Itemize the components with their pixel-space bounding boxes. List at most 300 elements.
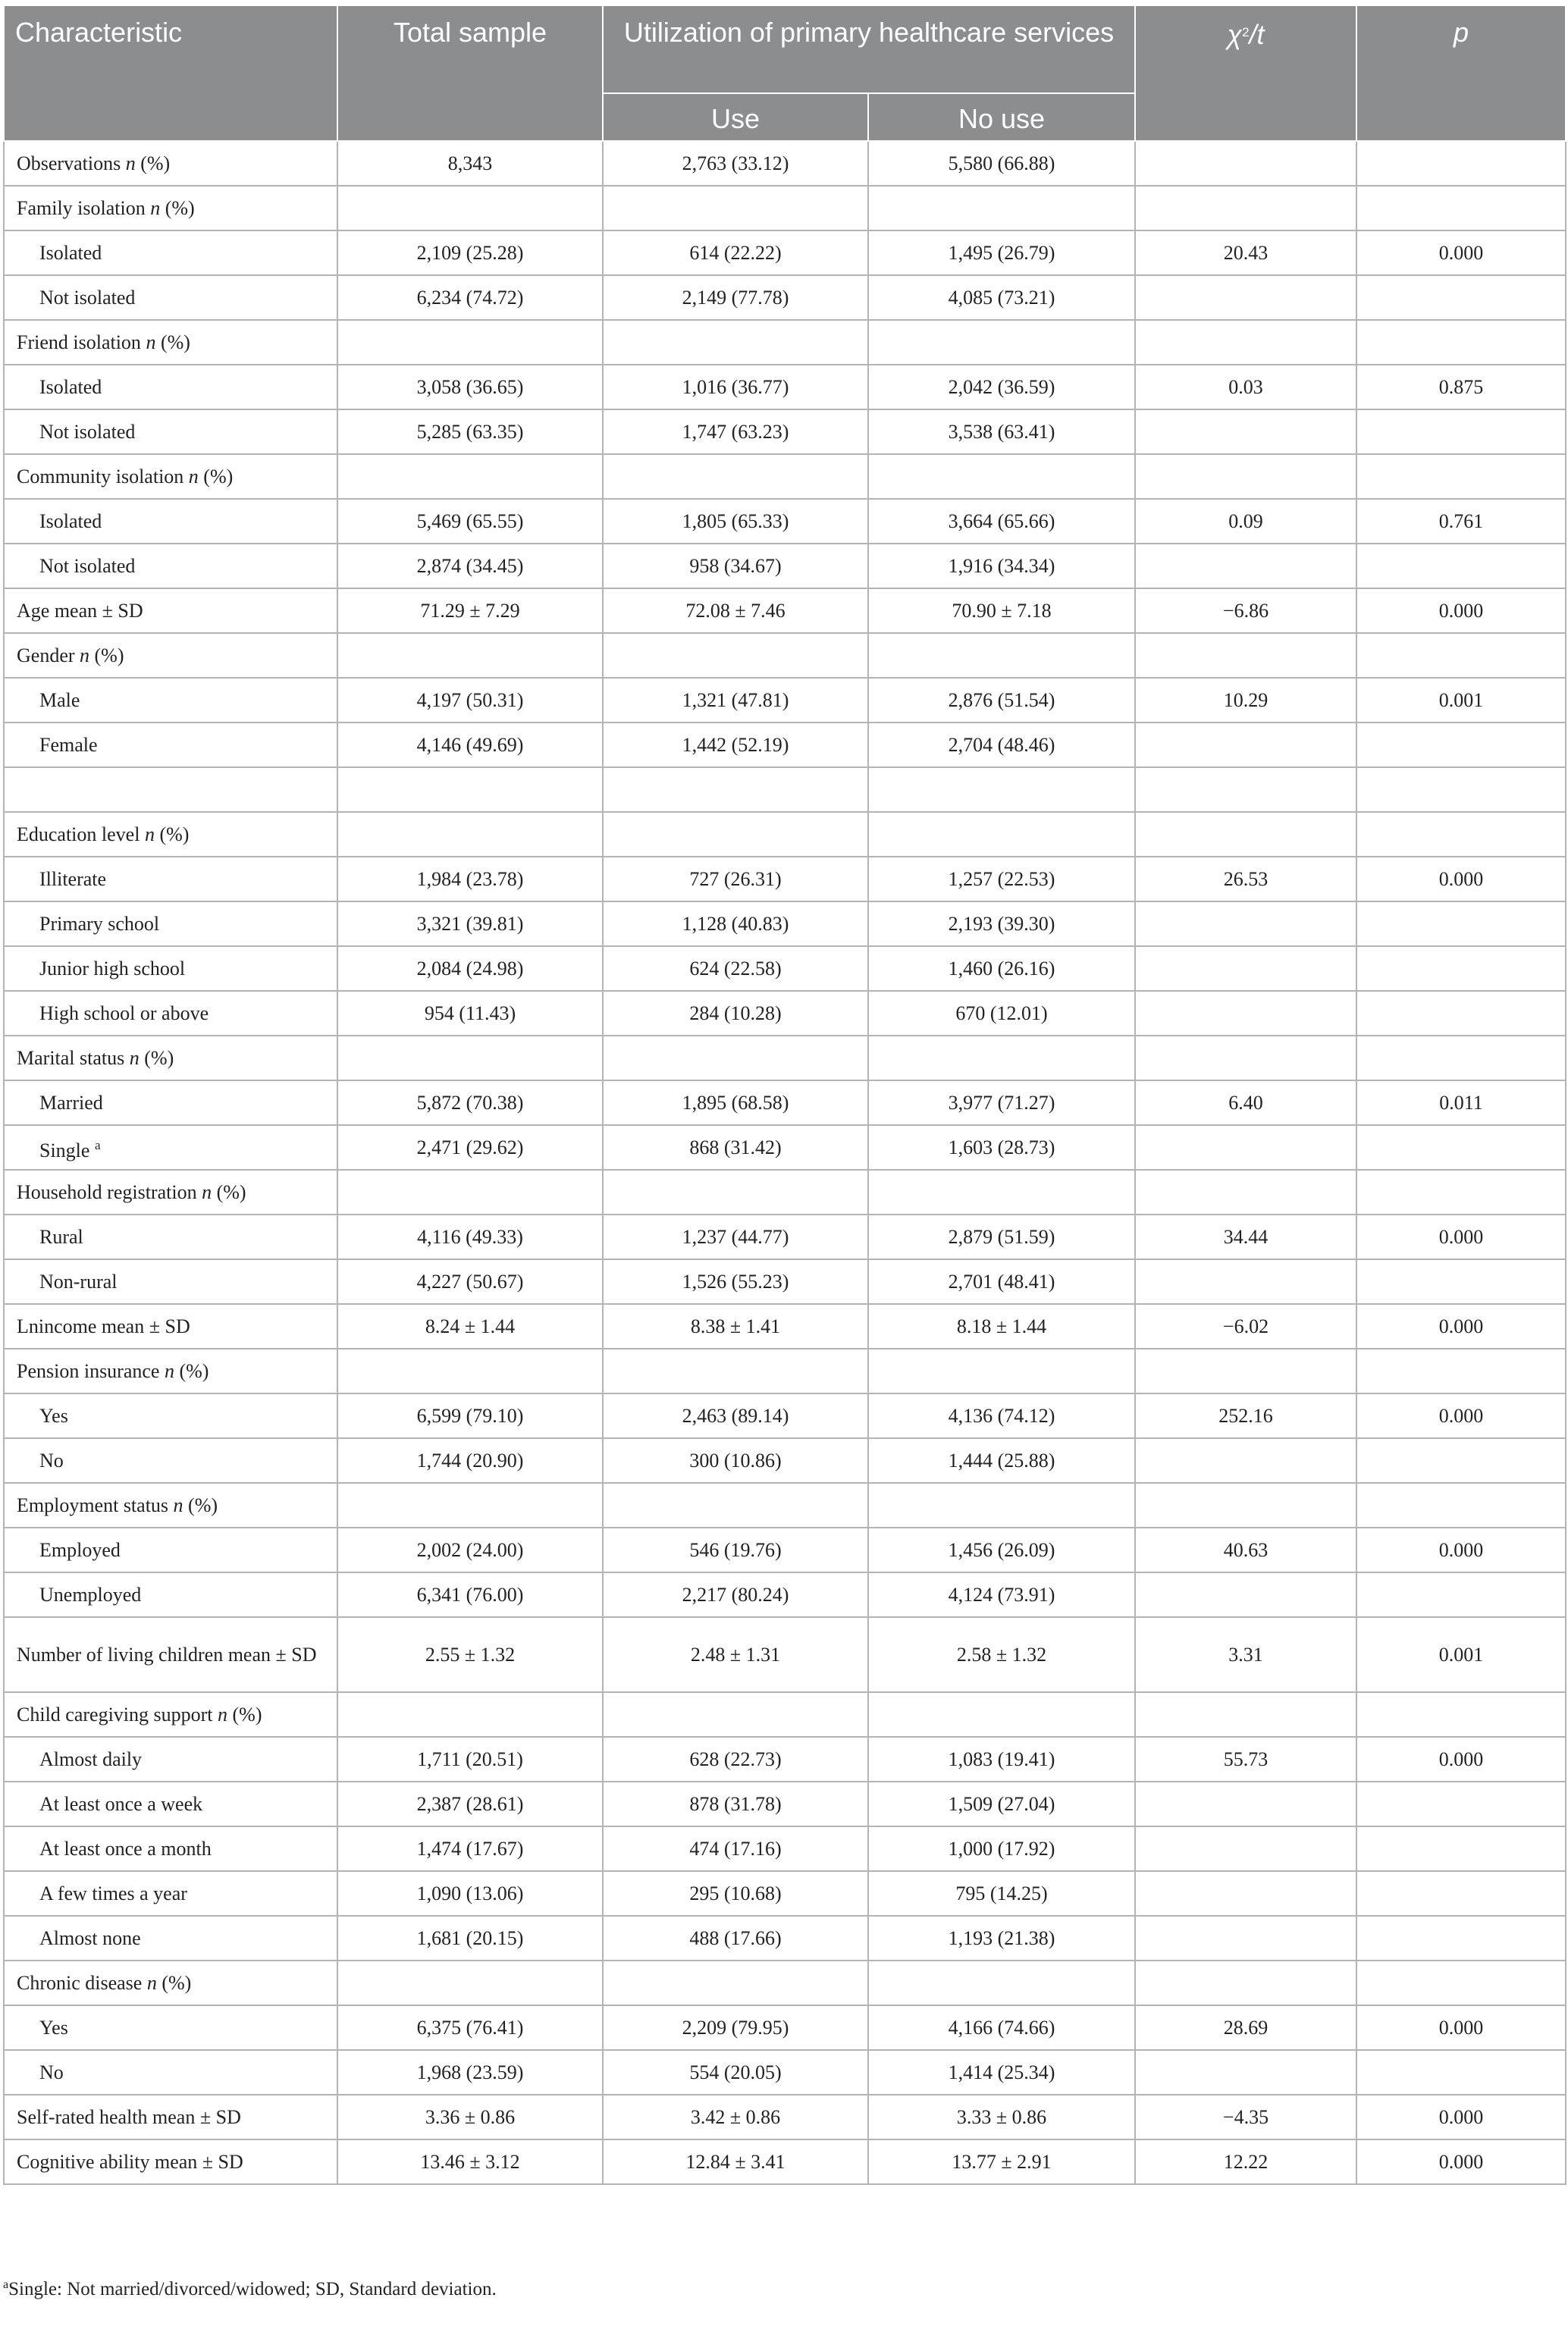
cell-stat: 40.63: [1135, 1528, 1356, 1572]
cell-total-sample: 6,341 (76.00): [337, 1572, 603, 1617]
cell-p: [1356, 320, 1566, 365]
row-label-text: Child caregiving support: [17, 1704, 213, 1726]
cell-p: [1356, 1170, 1566, 1215]
cell-p: 0.000: [1356, 2005, 1566, 2050]
row-label-text: Primary school: [39, 913, 160, 935]
cell-p: [1356, 2050, 1566, 2095]
cell-stat: −6.86: [1135, 588, 1356, 633]
cell-p: [1356, 1692, 1566, 1737]
header-stat-symbol: χ: [1227, 19, 1243, 50]
cell-use: [603, 1036, 868, 1080]
cell-use: [603, 633, 868, 678]
cell-no-use: 1,000 (17.92): [868, 1826, 1135, 1871]
cell-p: [1356, 1483, 1566, 1528]
cell-total-sample: 71.29 ± 7.29: [337, 588, 603, 633]
cell-no-use: 3.33 ± 0.86: [868, 2095, 1135, 2139]
row-unit-percent: (%): [227, 1704, 262, 1726]
cell-stat: [1135, 1871, 1356, 1916]
cell-use: 2.48 ± 1.31: [603, 1617, 868, 1692]
table-row: [4, 499, 1566, 544]
cell-p: [1356, 454, 1566, 499]
cell-use: 474 (17.16): [603, 1826, 868, 1871]
cell-p: [1356, 275, 1566, 320]
cell-total-sample: 2,084 (24.98): [337, 946, 603, 991]
row-unit-n: n: [146, 1972, 157, 1994]
cell-total-sample: 6,599 (79.10): [337, 1393, 603, 1438]
table-row: [4, 1826, 1566, 1871]
cell-total-sample: 4,146 (49.69): [337, 723, 603, 767]
row-unit-percent: (%): [155, 331, 190, 353]
row-label-text: Education level: [17, 823, 140, 845]
cell-total-sample: [337, 186, 603, 230]
row-unit-percent: (%): [139, 1047, 174, 1069]
cell-no-use: 795 (14.25): [868, 1871, 1135, 1916]
row-label-text: At least once a week: [39, 1793, 203, 1815]
cell-use: 614 (22.22): [603, 230, 868, 275]
cell-p: [1356, 991, 1566, 1036]
row-label: [4, 723, 337, 767]
row-label: [4, 1170, 337, 1215]
cell-no-use: [868, 812, 1135, 857]
row-label: [4, 2050, 337, 2095]
cell-use: 1,016 (36.77): [603, 365, 868, 409]
table-row: [4, 1438, 1566, 1483]
cell-stat: [1135, 1438, 1356, 1483]
row-label: [4, 1572, 337, 1617]
row-label: [4, 1349, 337, 1393]
row-label: [4, 678, 337, 723]
row-label-text: Observations: [17, 152, 121, 174]
row-label-text: No: [39, 2061, 64, 2083]
row-unit-n: n: [173, 1494, 183, 1516]
cell-total-sample: 4,227 (50.67): [337, 1259, 603, 1304]
row-label: [4, 186, 337, 230]
row-label-text: Age mean ± SD: [17, 600, 143, 622]
cell-p: 0.000: [1356, 1215, 1566, 1259]
cell-p: 0.000: [1356, 1737, 1566, 1782]
table-row: [4, 678, 1566, 723]
cell-stat: [1135, 141, 1356, 186]
cell-total-sample: 5,872 (70.38): [337, 1080, 603, 1125]
cell-stat: [1135, 1692, 1356, 1737]
cell-use: 727 (26.31): [603, 857, 868, 901]
row-unit-n: n: [164, 1360, 174, 1382]
row-label: [4, 1125, 337, 1170]
row-label: [4, 1826, 337, 1871]
cell-stat: 10.29: [1135, 678, 1356, 723]
cell-use: 2,463 (89.14): [603, 1393, 868, 1438]
row-label-text: Self-rated health mean ± SD: [17, 2106, 241, 2128]
cell-stat: 28.69: [1135, 2005, 1356, 2050]
table-row: [4, 2095, 1566, 2139]
row-unit-n: n: [129, 1047, 140, 1069]
cell-p: [1356, 1961, 1566, 2005]
table-row: [4, 544, 1566, 588]
row-label: [4, 454, 337, 499]
row-label-text: Rural: [39, 1226, 83, 1248]
cell-total-sample: 6,375 (76.41): [337, 2005, 603, 2050]
row-label-text: Single: [39, 1139, 90, 1161]
table-row: [4, 1349, 1566, 1393]
row-label: [4, 275, 337, 320]
cell-total-sample: [337, 1483, 603, 1528]
cell-no-use: 3,538 (63.41): [868, 409, 1135, 454]
header-utilization: Utilization of primary healthcare services: [603, 5, 1135, 93]
cell-p: [1356, 1259, 1566, 1304]
table-row: [4, 1036, 1566, 1080]
row-unit-percent: (%): [160, 197, 195, 219]
row-label: [4, 1782, 337, 1826]
cell-total-sample: 4,197 (50.31): [337, 678, 603, 723]
cell-total-sample: 1,474 (17.67): [337, 1826, 603, 1871]
cell-no-use: 1,916 (34.34): [868, 544, 1135, 588]
row-unit-n: n: [125, 152, 136, 174]
cell-no-use: [868, 1692, 1135, 1737]
cell-stat: [1135, 1170, 1356, 1215]
cell-no-use: [868, 633, 1135, 678]
table-row: [4, 275, 1566, 320]
table-row: [4, 1961, 1566, 2005]
table-row: [4, 588, 1566, 633]
characteristics-table: [3, 5, 1566, 2185]
table-row: [4, 991, 1566, 1036]
cell-total-sample: 1,090 (13.06): [337, 1871, 603, 1916]
table-row: [4, 1617, 1566, 1692]
row-unit-n: n: [80, 644, 90, 666]
cell-use: 1,747 (63.23): [603, 409, 868, 454]
row-label: [4, 588, 337, 633]
cell-use: 1,442 (52.19): [603, 723, 868, 767]
row-label-text: Gender: [17, 644, 75, 666]
cell-no-use: 1,509 (27.04): [868, 1782, 1135, 1826]
cell-total-sample: 1,711 (20.51): [337, 1737, 603, 1782]
table-row: [4, 2050, 1566, 2095]
header-p-label: p: [1453, 17, 1469, 48]
cell-no-use: 1,083 (19.41): [868, 1737, 1135, 1782]
cell-use: [603, 186, 868, 230]
cell-stat: [1135, 1259, 1356, 1304]
cell-use: 1,805 (65.33): [603, 499, 868, 544]
cell-stat: [1135, 1782, 1356, 1826]
cell-total-sample: 5,285 (63.35): [337, 409, 603, 454]
row-label-text: High school or above: [39, 1002, 209, 1024]
cell-total-sample: 954 (11.43): [337, 991, 603, 1036]
cell-p: 0.000: [1356, 2095, 1566, 2139]
row-label: [4, 2005, 337, 2050]
cell-no-use: 3,977 (71.27): [868, 1080, 1135, 1125]
row-unit-percent: (%): [156, 1972, 192, 1994]
cell-p: 0.000: [1356, 2139, 1566, 2184]
cell-stat: [1135, 544, 1356, 588]
cell-p: [1356, 901, 1566, 946]
cell-use: 868 (31.42): [603, 1125, 868, 1170]
row-unit-n: n: [218, 1704, 228, 1726]
cell-total-sample: 1,968 (23.59): [337, 2050, 603, 2095]
cell-stat: 55.73: [1135, 1737, 1356, 1782]
cell-p: [1356, 723, 1566, 767]
cell-total-sample: [337, 633, 603, 678]
cell-p: 0.000: [1356, 588, 1566, 633]
row-label: [4, 2095, 337, 2139]
cell-stat: −4.35: [1135, 2095, 1356, 2139]
cell-use: [603, 767, 868, 812]
header-no-use: No use: [868, 93, 1135, 141]
cell-total-sample: [337, 1170, 603, 1215]
cell-total-sample: 6,234 (74.72): [337, 275, 603, 320]
cell-no-use: 1,414 (25.34): [868, 2050, 1135, 2095]
header-stat-rest: /t: [1249, 19, 1265, 50]
cell-stat: [1135, 1036, 1356, 1080]
cell-total-sample: 1,681 (20.15): [337, 1916, 603, 1961]
table-row: [4, 633, 1566, 678]
cell-use: 1,128 (40.83): [603, 901, 868, 946]
header-use: Use: [603, 93, 868, 141]
row-unit-percent: (%): [198, 465, 234, 487]
cell-use: 2,217 (80.24): [603, 1572, 868, 1617]
cell-p: [1356, 812, 1566, 857]
row-label-text: Illiterate: [39, 868, 107, 890]
cell-total-sample: [337, 320, 603, 365]
row-label-text: Cognitive ability mean ± SD: [17, 2151, 243, 2173]
row-label-text: Isolated: [39, 376, 102, 398]
row-label-text: Junior high school: [39, 958, 186, 980]
cell-p: 0.000: [1356, 230, 1566, 275]
row-label-text: Employed: [39, 1539, 121, 1561]
row-unit-n: n: [146, 331, 156, 353]
row-label: [4, 409, 337, 454]
row-label-text: Yes: [39, 1405, 68, 1427]
cell-stat: 252.16: [1135, 1393, 1356, 1438]
cell-p: [1356, 1438, 1566, 1483]
table-row: [4, 723, 1566, 767]
cell-p: [1356, 1125, 1566, 1170]
cell-total-sample: [337, 812, 603, 857]
cell-stat: [1135, 1349, 1356, 1393]
row-label: [4, 946, 337, 991]
cell-no-use: 4,136 (74.12): [868, 1393, 1135, 1438]
cell-p: 0.011: [1356, 1080, 1566, 1125]
cell-stat: [1135, 2050, 1356, 2095]
cell-p: [1356, 633, 1566, 678]
cell-p: [1356, 141, 1566, 186]
cell-stat: 12.22: [1135, 2139, 1356, 2184]
cell-use: [603, 320, 868, 365]
cell-p: 0.000: [1356, 1528, 1566, 1572]
footnote-marker: a: [3, 2278, 9, 2291]
cell-p: [1356, 544, 1566, 588]
row-label-text: Isolated: [39, 242, 102, 264]
row-label-text: Male: [39, 689, 80, 711]
cell-no-use: 1,193 (21.38): [868, 1916, 1135, 1961]
row-label: [4, 1871, 337, 1916]
table-row: [4, 1692, 1566, 1737]
row-label: [4, 1916, 337, 1961]
cell-total-sample: [337, 454, 603, 499]
cell-p: [1356, 1036, 1566, 1080]
cell-no-use: [868, 1483, 1135, 1528]
row-label-text: Not isolated: [39, 555, 136, 577]
cell-no-use: 1,460 (26.16): [868, 946, 1135, 991]
cell-use: 1,237 (44.77): [603, 1215, 868, 1259]
cell-stat: [1135, 186, 1356, 230]
cell-no-use: 5,580 (66.88): [868, 141, 1135, 186]
row-label-text: Non-rural: [39, 1271, 118, 1293]
row-label: [4, 1036, 337, 1080]
row-label-text: At least once a month: [39, 1838, 212, 1860]
row-label-text: Household registration: [17, 1181, 197, 1203]
cell-stat: [1135, 812, 1356, 857]
cell-p: 0.000: [1356, 857, 1566, 901]
cell-no-use: 2,879 (51.59): [868, 1215, 1135, 1259]
cell-stat: −6.02: [1135, 1304, 1356, 1349]
row-label-text: Lnincome mean ± SD: [17, 1315, 190, 1337]
cell-use: [603, 454, 868, 499]
table-row: [4, 409, 1566, 454]
row-label: [4, 1528, 337, 1572]
table-row: [4, 141, 1566, 186]
cell-no-use: 1,444 (25.88): [868, 1438, 1135, 1483]
cell-use: 488 (17.66): [603, 1916, 868, 1961]
cell-total-sample: 2,002 (24.00): [337, 1528, 603, 1572]
cell-stat: [1135, 946, 1356, 991]
row-label-text: Community isolation: [17, 465, 184, 487]
row-label: [4, 767, 337, 812]
row-label-text: A few times a year: [39, 1882, 187, 1904]
table-row: [4, 454, 1566, 499]
cell-use: [603, 1170, 868, 1215]
row-label: [4, 1304, 337, 1349]
table-row: [4, 1871, 1566, 1916]
cell-stat: [1135, 901, 1356, 946]
row-label: [4, 1438, 337, 1483]
row-label: [4, 901, 337, 946]
table-row: [4, 901, 1566, 946]
cell-stat: [1135, 723, 1356, 767]
row-label-text: Not isolated: [39, 287, 136, 309]
cell-use: 958 (34.67): [603, 544, 868, 588]
table-body: [4, 141, 1566, 2184]
cell-total-sample: [337, 1036, 603, 1080]
cell-stat: [1135, 633, 1356, 678]
table-row: [4, 1393, 1566, 1438]
cell-no-use: 4,166 (74.66): [868, 2005, 1135, 2050]
cell-total-sample: [337, 1961, 603, 2005]
cell-no-use: [868, 1170, 1135, 1215]
header-stat-superscript: 2: [1242, 25, 1250, 39]
row-label-text: Pension insurance: [17, 1360, 160, 1382]
row-label: [4, 141, 337, 186]
row-label: [4, 499, 337, 544]
table-row: [4, 857, 1566, 901]
row-unit-percent: (%): [183, 1494, 218, 1516]
row-label: [4, 230, 337, 275]
cell-total-sample: 2,109 (25.28): [337, 230, 603, 275]
row-label: [4, 2139, 337, 2184]
cell-total-sample: [337, 1692, 603, 1737]
cell-stat: [1135, 1572, 1356, 1617]
row-unit-percent: (%): [135, 152, 171, 174]
table-row: [4, 2139, 1566, 2184]
cell-total-sample: 2,387 (28.61): [337, 1782, 603, 1826]
row-label-text: Not isolated: [39, 421, 136, 443]
cell-no-use: [868, 767, 1135, 812]
row-unit-n: n: [150, 197, 161, 219]
cell-no-use: 1,495 (26.79): [868, 230, 1135, 275]
cell-use: 295 (10.68): [603, 1871, 868, 1916]
table-row: [4, 1080, 1566, 1125]
cell-no-use: 4,085 (73.21): [868, 275, 1135, 320]
cell-total-sample: 13.46 ± 3.12: [337, 2139, 603, 2184]
table-row: [4, 1215, 1566, 1259]
cell-total-sample: 2,471 (29.62): [337, 1125, 603, 1170]
row-label: [4, 320, 337, 365]
cell-use: 2,209 (79.95): [603, 2005, 868, 2050]
row-label-text: Friend isolation: [17, 331, 141, 353]
cell-total-sample: 8,343: [337, 141, 603, 186]
cell-use: 878 (31.78): [603, 1782, 868, 1826]
row-label-text: Number of living children mean ± SD: [17, 1644, 317, 1666]
cell-p: [1356, 1871, 1566, 1916]
table-row: [4, 365, 1566, 409]
row-unit-n: n: [144, 823, 155, 845]
cell-no-use: [868, 186, 1135, 230]
cell-total-sample: 8.24 ± 1.44: [337, 1304, 603, 1349]
cell-use: [603, 1349, 868, 1393]
cell-p: 0.000: [1356, 1393, 1566, 1438]
cell-p: [1356, 1826, 1566, 1871]
cell-no-use: [868, 1349, 1135, 1393]
cell-no-use: 13.77 ± 2.91: [868, 2139, 1135, 2184]
cell-no-use: 1,257 (22.53): [868, 857, 1135, 901]
table-header: [4, 5, 1566, 141]
cell-p: [1356, 946, 1566, 991]
cell-total-sample: 1,984 (23.78): [337, 857, 603, 901]
cell-total-sample: 4,116 (49.33): [337, 1215, 603, 1259]
cell-use: 628 (22.73): [603, 1737, 868, 1782]
cell-no-use: 4,124 (73.91): [868, 1572, 1135, 1617]
table-row: [4, 946, 1566, 991]
table-row: [4, 230, 1566, 275]
cell-p: [1356, 409, 1566, 454]
header-p: [1356, 5, 1566, 141]
cell-p: [1356, 1782, 1566, 1826]
header-total-sample: Total sample: [337, 5, 603, 141]
table-row: [4, 1170, 1566, 1215]
table-row: [4, 767, 1566, 812]
cell-use: 2,149 (77.78): [603, 275, 868, 320]
row-label: [4, 1617, 337, 1692]
row-label-text: Almost none: [39, 1927, 141, 1949]
cell-total-sample: [337, 1349, 603, 1393]
cell-stat: 0.03: [1135, 365, 1356, 409]
table-row: [4, 320, 1566, 365]
cell-stat: 0.09: [1135, 499, 1356, 544]
row-label: [4, 1215, 337, 1259]
cell-stat: 20.43: [1135, 230, 1356, 275]
cell-p: 0.001: [1356, 1617, 1566, 1692]
row-label-text: Married: [39, 1092, 103, 1114]
cell-stat: [1135, 767, 1356, 812]
row-label: [4, 365, 337, 409]
cell-use: 1,895 (68.58): [603, 1080, 868, 1125]
header-stat: [1135, 5, 1356, 141]
cell-no-use: 2,876 (51.54): [868, 678, 1135, 723]
row-label-text: Chronic disease: [17, 1972, 143, 1994]
table-row: [4, 186, 1566, 230]
table-row: [4, 1528, 1566, 1572]
cell-total-sample: 2.55 ± 1.32: [337, 1617, 603, 1692]
cell-total-sample: 3,058 (36.65): [337, 365, 603, 409]
